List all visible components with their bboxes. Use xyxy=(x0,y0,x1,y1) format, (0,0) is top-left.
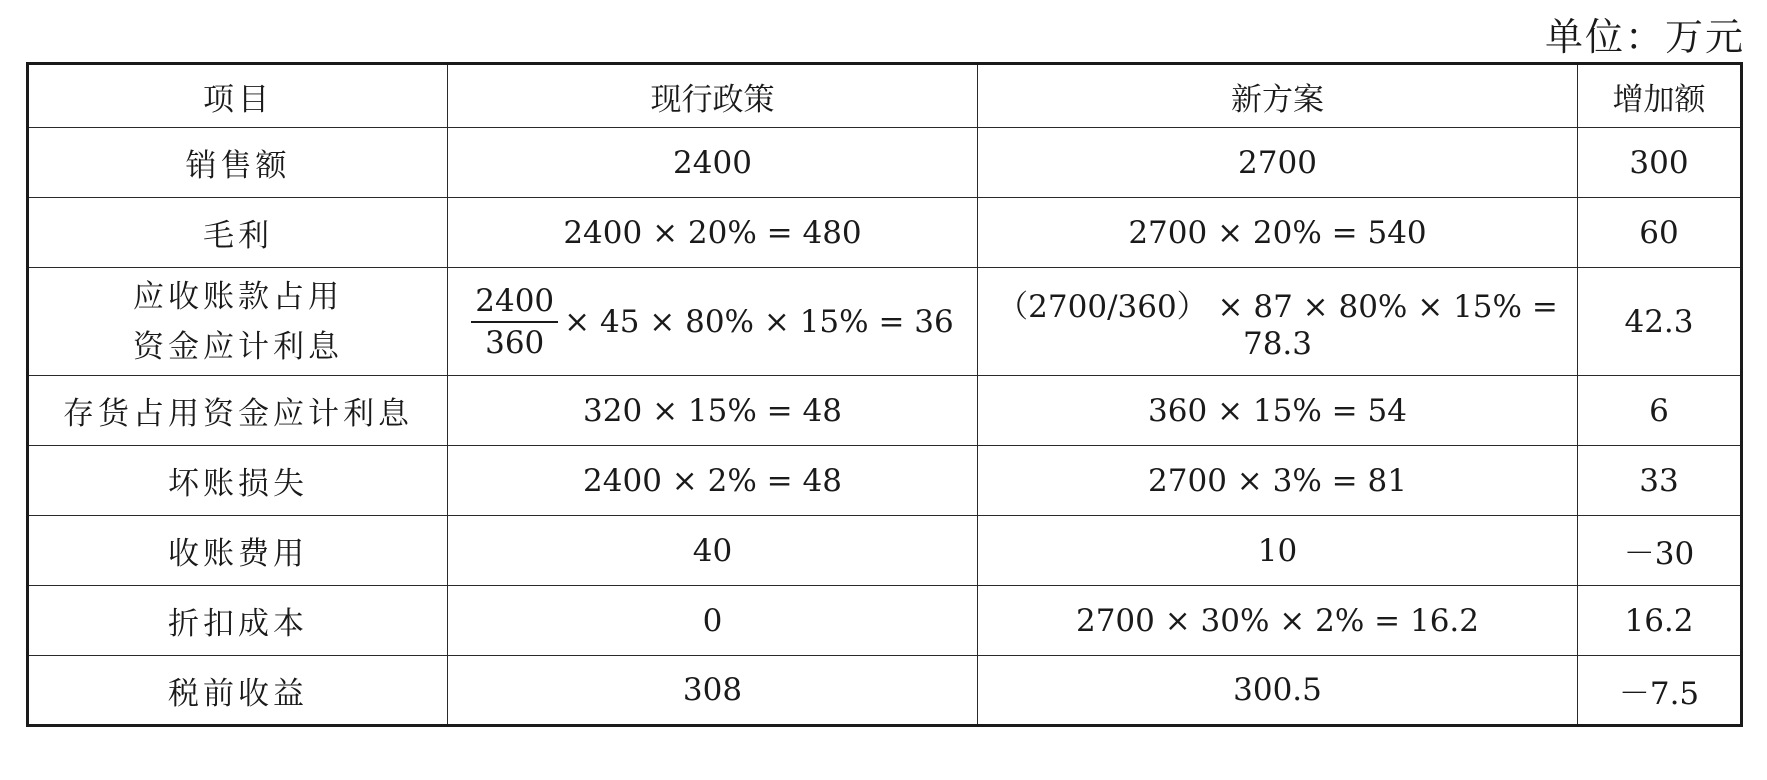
fraction xyxy=(471,281,558,363)
header-item: 项目 xyxy=(28,64,448,128)
row-new: 300.5 xyxy=(978,656,1578,726)
policy-comparison-table-container xyxy=(26,62,1740,727)
table-row xyxy=(28,198,1742,268)
header-new-plan: 新方案 xyxy=(978,64,1578,128)
row-current: 40 xyxy=(448,516,978,586)
row-increase: 42.3 xyxy=(1578,268,1742,376)
table-row xyxy=(28,586,1742,656)
row-increase: －30 xyxy=(1578,516,1742,586)
row-new: 2700 × 20% = 540 xyxy=(978,198,1578,268)
row-current: 2400 × 2% = 48 xyxy=(448,446,978,516)
table-row xyxy=(28,446,1742,516)
row-current: 2400 xyxy=(448,128,978,198)
row-increase: 16.2 xyxy=(1578,586,1742,656)
row-item: 销售额 xyxy=(28,128,448,198)
row-current: 2400 × 20% = 480 xyxy=(448,198,978,268)
row-item: 存货占用资金应计利息 xyxy=(28,376,448,446)
row-current: 308 xyxy=(448,656,978,726)
row-item xyxy=(28,268,448,376)
row-new: 360 × 15% = 54 xyxy=(978,376,1578,446)
row-current: 320 × 15% = 48 xyxy=(448,376,978,446)
row-item: 坏账损失 xyxy=(28,446,448,516)
row-item: 税前收益 xyxy=(28,656,448,726)
row-item: 收账费用 xyxy=(28,516,448,586)
row-item-line1: 应收账款占用 xyxy=(133,278,343,315)
row-item: 毛利 xyxy=(28,198,448,268)
row-item-line2: 资金应计利息 xyxy=(133,328,343,365)
row-increase: 33 xyxy=(1578,446,1742,516)
row-new: 2700 × 3% = 81 xyxy=(978,446,1578,516)
unit-label: 单位：万元 xyxy=(1544,15,1745,59)
table-row xyxy=(28,516,1742,586)
table-row xyxy=(28,656,1742,726)
row-new: 10 xyxy=(978,516,1578,586)
header-increase: 增加额 xyxy=(1578,64,1742,128)
row-increase: 6 xyxy=(1578,376,1742,446)
row-increase: －7.5 xyxy=(1578,656,1742,726)
policy-comparison-table xyxy=(26,62,1743,727)
header-current-policy: 现行政策 xyxy=(448,64,978,128)
row-new: 2700 xyxy=(978,128,1578,198)
table-row xyxy=(28,128,1742,198)
header-row xyxy=(28,64,1742,128)
fraction-denominator: 360 xyxy=(485,324,545,361)
row-increase: 300 xyxy=(1578,128,1742,198)
fraction-numerator: 2400 xyxy=(471,281,558,323)
row-new: （2700/360） × 87 × 80% × 15% = 78.3 xyxy=(978,268,1578,376)
row-item: 折扣成本 xyxy=(28,586,448,656)
formula-rest: × 45 × 80% × 15% = 36 xyxy=(564,303,954,340)
table-row xyxy=(28,268,1742,376)
row-new: 2700 × 30% × 2% = 16.2 xyxy=(978,586,1578,656)
row-current xyxy=(448,268,978,376)
table-row xyxy=(28,376,1742,446)
row-increase: 60 xyxy=(1578,198,1742,268)
row-current: 0 xyxy=(448,586,978,656)
